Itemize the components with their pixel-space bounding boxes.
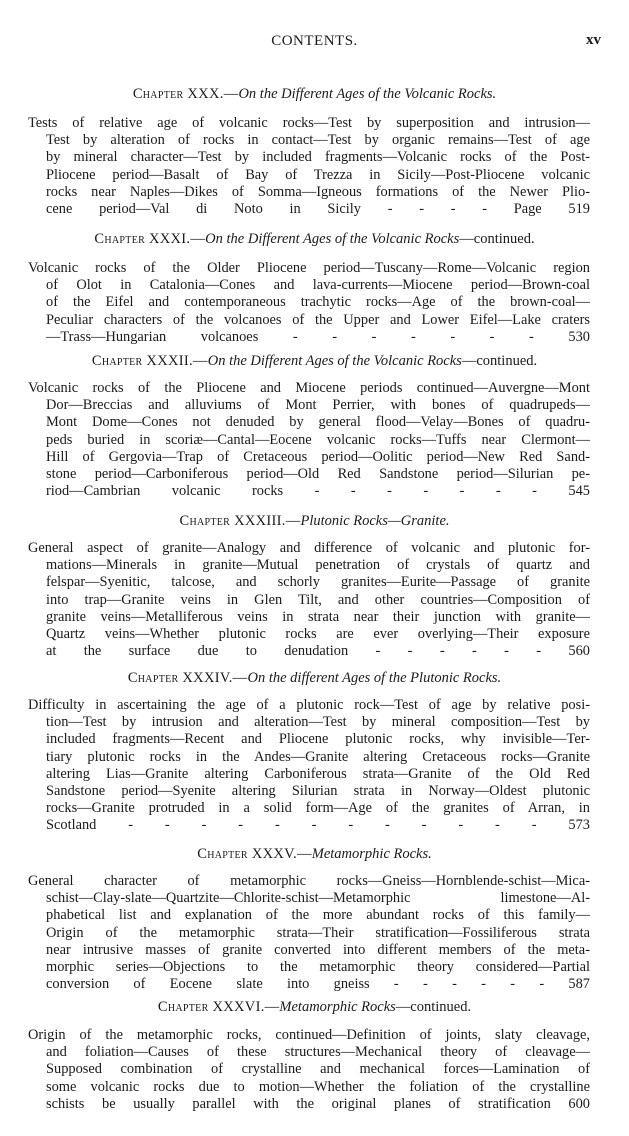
- chapter-title: Metamorphic Rocks.: [311, 846, 432, 862]
- chapter-title: Metamorphic Rocks: [279, 999, 396, 1015]
- chapter-summary: [28, 697, 590, 835]
- summary-line: and foliation—Causes of these structures—Mechanical theory of cleavage—: [46, 1044, 590, 1061]
- summary-line: of Olot in Catalonia—Cones and lava-currents—Miocene period—Brown-coal: [46, 277, 590, 294]
- chapter-number: Chapter XXXVI.—: [157, 999, 280, 1015]
- summary-line-with-page-ref: —Trass—Hungarian volcanoes - - - - - - - 530: [46, 328, 590, 345]
- summary-line: peds buried in scoriæ—Cantal—Eocene volcanic rocks—Tuffs near Clermont—: [46, 431, 590, 448]
- chapter-summary: [28, 540, 590, 660]
- summary-line: Test by alteration of rocks in contact—Test by organic remains—Test of age: [46, 132, 590, 149]
- summary-line: General character of metamorphic rocks—Gneiss—Hornblende-schist—Mica-: [28, 873, 590, 889]
- chapter-heading: [0, 670, 629, 687]
- chapter-title: On the Different Ages of the Volcanic Rocks: [205, 231, 460, 247]
- running-head-title: CONTENTS.: [271, 33, 358, 49]
- summary-line: included fragments—Recent and Pliocene plutonic rocks, why invisible—Ter-: [46, 731, 590, 748]
- summary-line: General aspect of granite—Analogy and difference of volcanic and plutonic for-: [28, 540, 590, 556]
- summary-line: mations—Minerals in granite—Mutual penetration of crystals of quartz and: [46, 557, 590, 574]
- summary-line: Mont Dome—Cones not denuded by general flood—Velay—Bones of quadru-: [46, 414, 590, 431]
- chapter-number: Chapter XXXI.—: [94, 231, 206, 247]
- chapter-heading: [0, 231, 629, 248]
- summary-line: rocks—Granite protruded in a solid form—Age of the granites of Arran, in: [46, 800, 590, 817]
- summary-line-with-page-ref: Scotland - - - - - - - - - - - - 573: [46, 817, 590, 834]
- summary-line: tion—Test by intrusion and alteration—Test by mineral composition—Test by: [46, 714, 590, 731]
- chapter-heading: [0, 999, 629, 1016]
- chapter-number: Chapter XXXV.—: [197, 846, 312, 862]
- summary-line: Origin of the metamorphic strata—Their stratification—Fossiliferous strata: [46, 924, 590, 941]
- chapter-number: Chapter XXXIV.—: [127, 670, 248, 686]
- summary-line-with-page-ref: cene period—Val di Noto in Sicily - - - - Page 519: [46, 200, 590, 217]
- summary-line: Volcanic rocks of the Pliocene and Miocene periods continued—Auvergne—Mont: [28, 380, 590, 396]
- summary-line: Supposed combination of crystalline and mechanical forces—Lamination of: [46, 1061, 590, 1078]
- chapter-heading: [0, 86, 629, 103]
- summary-line: Sandstone period—Syenite altering Silurian strata in Norway—Oldest plutonic: [46, 782, 590, 799]
- chapter-title-suffix: —continued.: [459, 231, 535, 247]
- chapter-title: On the Different Ages of the Volcanic Rocks: [207, 353, 462, 369]
- summary-line: near intrusive masses of granite converted into different members of the meta-: [46, 941, 590, 958]
- summary-line: rocks near Naples—Dikes of Somma—Igneous formations of the Newer Plio-: [46, 183, 590, 200]
- page-number: xv: [586, 32, 601, 48]
- summary-line: Difficulty in ascertaining the age of a plutonic rock—Test of age by relative posi-: [28, 697, 590, 713]
- summary-line: tiary plutonic rocks in the Andes—Granite altering Cretaceous rocks—Granite: [46, 748, 590, 765]
- chapter-summary: [28, 380, 590, 500]
- summary-line: Quartz veins—Whether plutonic rocks are ever overlying—Their exposure: [46, 625, 590, 642]
- summary-line-with-page-ref: conversion of Eocene slate into gneiss - - - - - - 587: [46, 976, 590, 993]
- summary-line: phabetical list and explanation of the more abundant rocks of this family—: [46, 907, 590, 924]
- summary-line: Origin of the metamorphic rocks, continued—Definition of joints, slaty cleavage,: [28, 1027, 590, 1043]
- chapter-summary: [28, 115, 590, 218]
- chapter-summary: [28, 1027, 590, 1113]
- running-head: [0, 33, 629, 55]
- summary-line: felspar—Syenitic, talcose, and schorly granites—Eurite—Passage of granite: [46, 574, 590, 591]
- chapter-title-suffix: —continued.: [395, 999, 472, 1015]
- chapter-title: On the Different Ages of the Volcanic Rocks.: [238, 86, 497, 102]
- summary-line: of the Eifel and contemporaneous trachytic rocks—Age of the brown-coal—: [46, 294, 590, 311]
- chapter-number: Chapter XXXII.—: [91, 353, 208, 369]
- summary-line-with-page-ref: at the surface due to denudation - - - - - - 560: [46, 643, 590, 660]
- summary-line: stone period—Carboniferous period—Old Red Sandstone period—Silurian pe-: [46, 465, 590, 482]
- chapter-title-suffix: —continued.: [461, 353, 538, 369]
- summary-line: Tests of relative age of volcanic rocks—Test by superposition and intrusion—: [28, 115, 590, 131]
- chapter-summary: [28, 260, 590, 346]
- summary-line-with-page-ref: riod—Cambrian volcanic rocks - - - - - - - 545: [46, 483, 590, 500]
- chapter-heading: [0, 353, 629, 370]
- summary-line: into trap—Granite veins in Glen Tilt, and other countries—Composition of: [46, 591, 590, 608]
- chapter-heading: [0, 846, 629, 863]
- summary-line-with-page-ref: schists be usually parallel with the original planes of stratification 600: [46, 1095, 590, 1112]
- summary-line: schist—Clay-slate—Quartzite—Chlorite-schist—Metamorphic limestone—Al-: [46, 890, 590, 907]
- summary-line: Hill of Gergovia—Trap of Cretaceous period—Oolitic period—New Red Sand-: [46, 448, 590, 465]
- chapter-heading: [0, 513, 629, 530]
- summary-line: morphic series—Objections to the metamorphic theory considered—Partial: [46, 958, 590, 975]
- chapter-title: On the different Ages of the Plutonic Rocks.: [247, 670, 502, 686]
- chapter-title: Plutonic Rocks—Granite.: [300, 513, 450, 529]
- chapter-number: Chapter XXX.—: [132, 86, 239, 102]
- summary-line: granite veins—Metalliferous veins in strata near their junction with granite—: [46, 608, 590, 625]
- chapter-number: Chapter XXXIII.—: [179, 513, 301, 529]
- summary-line: some volcanic rocks due to motion—Whether the foliation of the crystalline: [46, 1078, 590, 1095]
- summary-line: altering Lias—Granite altering Carboniferous strata—Granite of the Old Red: [46, 765, 590, 782]
- summary-line: by mineral character—Test by included fragments—Volcanic rocks of the Post-: [46, 149, 590, 166]
- summary-line: Volcanic rocks of the Older Pliocene period—Tuscany—Rome—Volcanic region: [28, 260, 590, 276]
- summary-line: Dor—Breccias and alluviums of Mont Perrier, with bones of quadrupeds—: [46, 397, 590, 414]
- summary-line: Pliocene period—Basalt of Bay of Trezza in Sicily—Post-Pliocene volcanic: [46, 166, 590, 183]
- chapter-summary: [28, 873, 590, 993]
- summary-line: Peculiar characters of the volcanoes of the Upper and Lower Eifel—Lake craters: [46, 311, 590, 328]
